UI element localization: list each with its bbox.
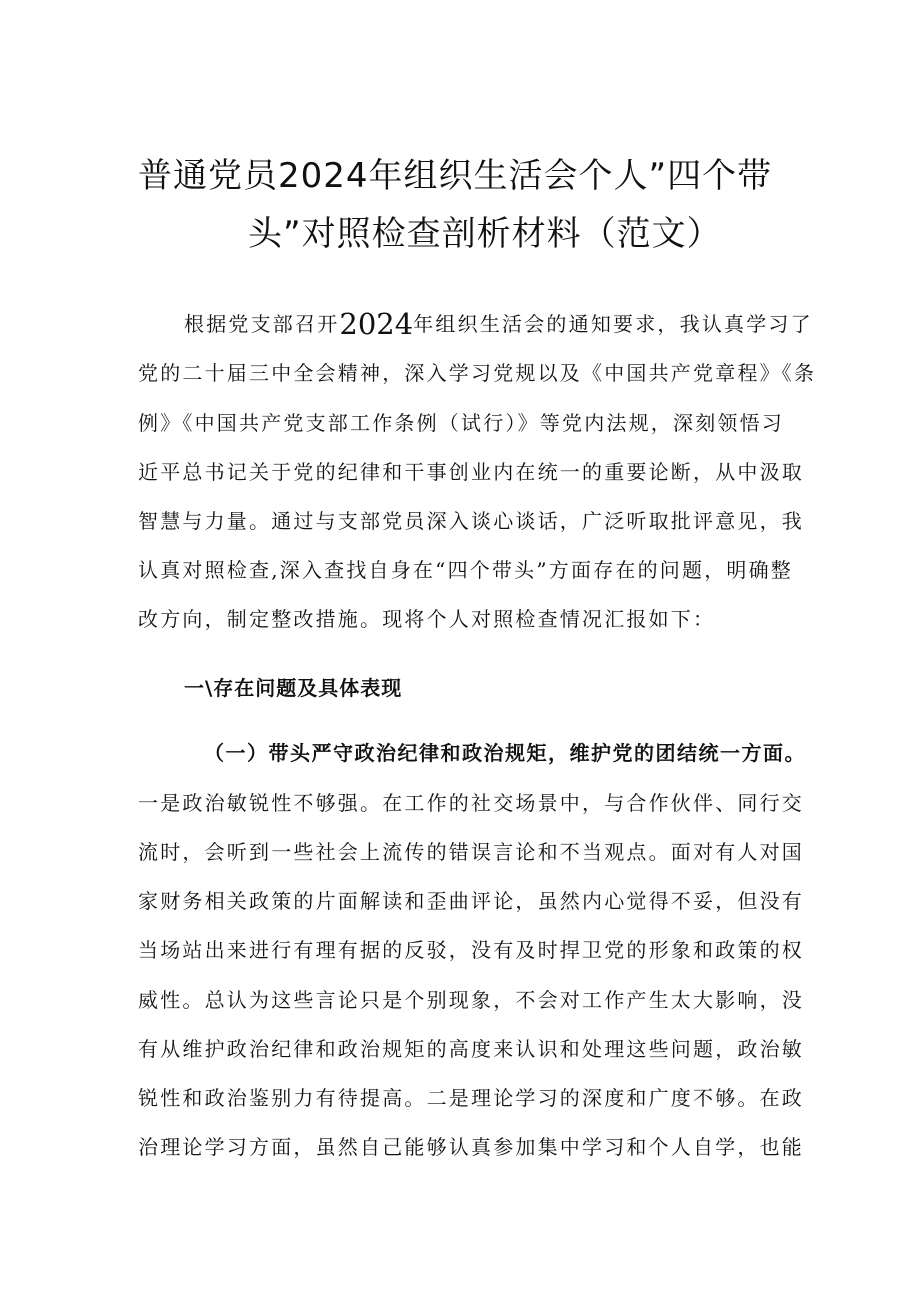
document-title-line-2: 头”对照检查剖析材料（范文） <box>248 214 722 254</box>
body-paragraph-line: 当场站出来进行有理有据的反驳，没有及时捍卫党的形象和政策的权 <box>138 938 804 962</box>
intro-paragraph-line: 例》《中国共产党支部工作条例（试行）》等党内法规，深刻领悟习 <box>138 411 784 435</box>
body-paragraph-line: 一是政治敏锐性不够强。在工作的社交场景中，与合作伙伴、同行交 <box>138 791 804 815</box>
intro-paragraph-line: 近平总书记关于党的纪律和干事创业内在统一的重要论断，从中汲取 <box>138 460 804 484</box>
body-paragraph-line: 锐性和政治鉴别力有待提高。二是理论学习的深度和广度不够。在政 <box>138 1086 804 1110</box>
intro-paragraph-line: 党的二十届三中全会精神，深入学习党规以及《中国共产党章程》《条 <box>138 361 817 385</box>
intro-text: 年组织生活会的通知要求，我认真学习了 <box>413 312 813 336</box>
body-paragraph-line: 威性。总认为这些言论只是个别现象，不会对工作产生太大影响，没 <box>138 988 804 1012</box>
body-paragraph-line: 流时，会听到一些社会上流传的错误言论和不当观点。面对有人对国 <box>138 840 804 864</box>
document-title-line-1: 普通党员2024年组织生活会个人”四个带 <box>138 156 773 196</box>
section-heading: 一\存在问题及具体表现 <box>184 676 403 700</box>
intro-paragraph-line: 认真对照检查,深入查找自身在“四个带头”方面存在的问题，明确整 <box>138 558 794 582</box>
intro-paragraph-line: 智慧与力量。通过与支部党员深入谈心谈话，广泛听取批评意见，我 <box>138 509 804 533</box>
intro-text: 根据党支部召开 <box>184 312 340 336</box>
intro-year: 2024 <box>339 307 414 341</box>
body-paragraph-line: 治理论学习方面，虽然自己能够认真参加集中学习和个人自学，也能 <box>138 1135 804 1159</box>
intro-paragraph-line <box>184 307 813 341</box>
body-paragraph-line: 家财务相关政策的片面解读和歪曲评论，虽然内心觉得不妥，但没有 <box>138 889 804 913</box>
subsection-heading: （一）带头严守政治纪律和政治规矩，维护党的团结统一方面。 <box>204 741 806 765</box>
intro-paragraph-line: 改方向，制定整改措施。现将个人对照检查情况汇报如下： <box>138 607 716 631</box>
body-paragraph-line: 有从维护政治纪律和政治规矩的高度来认识和处理这些问题，政治敏 <box>138 1037 804 1061</box>
